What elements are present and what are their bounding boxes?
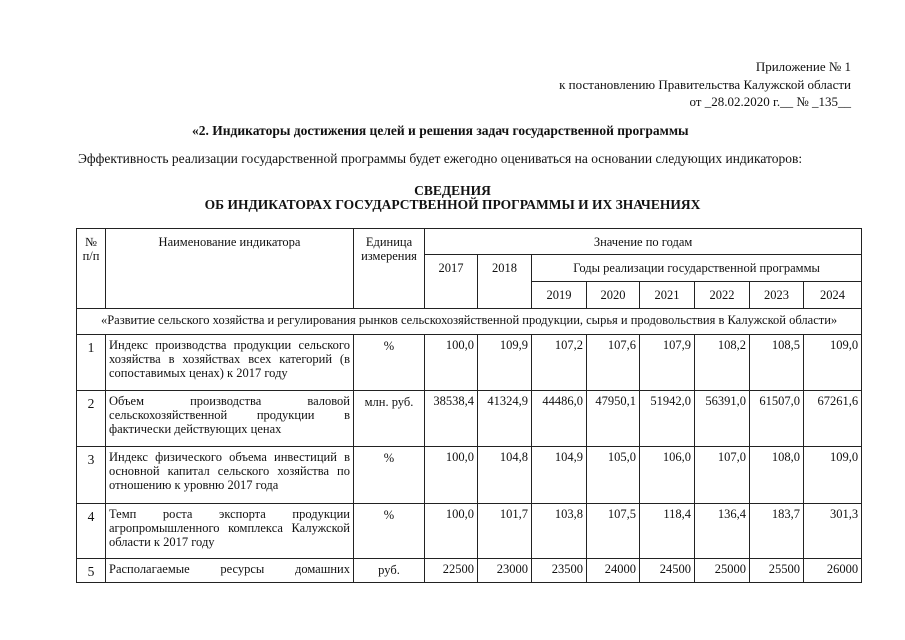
header-num: № п/п xyxy=(77,229,106,309)
row-number: 2 xyxy=(77,391,106,447)
indicator-name: Темп роста экспорта продукции агропромышленного комплекса Калужской области к 2017 году xyxy=(106,504,354,559)
value-cell: 107,0 xyxy=(695,447,750,504)
indicator-name: Располагаемые ресурсы домашних xyxy=(106,559,354,583)
header-year: 2022 xyxy=(695,282,750,309)
value-cell: 51942,0 xyxy=(640,391,695,447)
value-cell: 105,0 xyxy=(587,447,640,504)
value-cell: 106,0 xyxy=(640,447,695,504)
value-cell: 108,5 xyxy=(750,335,804,391)
value-cell: 44486,0 xyxy=(532,391,587,447)
value-cell: 107,6 xyxy=(587,335,640,391)
value-cell: 101,7 xyxy=(478,504,532,559)
value-cell: 100,0 xyxy=(425,504,478,559)
value-cell: 136,4 xyxy=(695,504,750,559)
heading-line-2: ОБ ИНДИКАТОРАХ ГОСУДАРСТВЕННОЙ ПРОГРАММЫ И ИХ ЗНАЧЕНИЯХ xyxy=(204,197,701,212)
value-cell: 103,8 xyxy=(532,504,587,559)
intro-text: Эффективность реализации государственной программы будет ежегодно оцениваться на основании следующих индикаторов: xyxy=(78,151,803,166)
table-row xyxy=(77,391,862,447)
value-cell: 67261,6 xyxy=(804,391,862,447)
row-number: 5 xyxy=(77,559,106,583)
table-row xyxy=(77,335,862,391)
appendix-header xyxy=(559,58,851,111)
header-impl-years: Годы реализации государственной программы xyxy=(532,255,862,282)
indicators-table xyxy=(76,228,862,583)
appendix-line-3: от _28.02.2020 г.__ № _135__ xyxy=(689,94,851,109)
value-cell: 100,0 xyxy=(425,335,478,391)
header-year: 2023 xyxy=(750,282,804,309)
indicator-name: Объем производства валовой сельскохозяйственной продукции в фактически действующих ценах xyxy=(106,391,354,447)
header-year: 2024 xyxy=(804,282,862,309)
header-year: 2017 xyxy=(425,255,478,309)
header-year: 2021 xyxy=(640,282,695,309)
value-cell: 41324,9 xyxy=(478,391,532,447)
value-cell: 107,5 xyxy=(587,504,640,559)
table-row xyxy=(77,504,862,559)
header-year: 2020 xyxy=(587,282,640,309)
header-name: Наименование индикатора xyxy=(106,229,354,309)
value-cell: 23000 xyxy=(478,559,532,583)
value-cell: 56391,0 xyxy=(695,391,750,447)
indicator-unit: руб. xyxy=(354,559,425,583)
value-cell: 108,2 xyxy=(695,335,750,391)
table-row xyxy=(77,559,862,583)
value-cell: 25500 xyxy=(750,559,804,583)
value-cell: 38538,4 xyxy=(425,391,478,447)
indicator-unit: % xyxy=(354,504,425,559)
value-cell: 104,9 xyxy=(532,447,587,504)
value-cell: 23500 xyxy=(532,559,587,583)
indicator-name: Индекс физического объема инвестиций в основной капитал сельского хозяйства по отношению к уровню 2017 года xyxy=(106,447,354,504)
value-cell: 109,0 xyxy=(804,447,862,504)
table-row xyxy=(77,447,862,504)
indicator-unit: % xyxy=(354,447,425,504)
value-cell: 24000 xyxy=(587,559,640,583)
value-cell: 118,4 xyxy=(640,504,695,559)
value-cell: 25000 xyxy=(695,559,750,583)
value-cell: 109,0 xyxy=(804,335,862,391)
value-cell: 22500 xyxy=(425,559,478,583)
appendix-line-2: к постановлению Правительства Калужской области xyxy=(559,76,851,92)
header-year: 2019 xyxy=(532,282,587,309)
value-cell: 24500 xyxy=(640,559,695,583)
value-cell: 183,7 xyxy=(750,504,804,559)
value-cell: 107,9 xyxy=(640,335,695,391)
value-cell: 107,2 xyxy=(532,335,587,391)
value-cell: 100,0 xyxy=(425,447,478,504)
header-unit: Единица измерения xyxy=(354,229,425,309)
value-cell: 47950,1 xyxy=(587,391,640,447)
value-cell: 108,0 xyxy=(750,447,804,504)
row-number: 1 xyxy=(77,335,106,391)
section-row: «Развитие сельского хозяйства и регулирования рынков сельскохозяйственной продукции, сырья и продовольствия в Калужской области» xyxy=(77,309,862,335)
indicator-unit: млн. руб. xyxy=(354,391,425,447)
value-cell: 301,3 xyxy=(804,504,862,559)
section-title: «2. Индикаторы достижения целей и решения задач государственной программы xyxy=(192,123,689,138)
value-cell: 26000 xyxy=(804,559,862,583)
header-year: 2018 xyxy=(478,255,532,309)
indicator-name: Индекс производства продукции сельского хозяйства в хозяйствах всех категорий (в сопоставимых ценах) к 2017 году xyxy=(106,335,354,391)
row-number: 3 xyxy=(77,447,106,504)
appendix-line-1: Приложение № 1 xyxy=(755,59,851,74)
indicator-unit: % xyxy=(354,335,425,391)
document-heading xyxy=(0,184,905,212)
row-number: 4 xyxy=(77,504,106,559)
header-values: Значение по годам xyxy=(425,229,862,255)
value-cell: 109,9 xyxy=(478,335,532,391)
value-cell: 104,8 xyxy=(478,447,532,504)
heading-line-1: СВЕДЕНИЯ xyxy=(414,183,491,198)
value-cell: 61507,0 xyxy=(750,391,804,447)
